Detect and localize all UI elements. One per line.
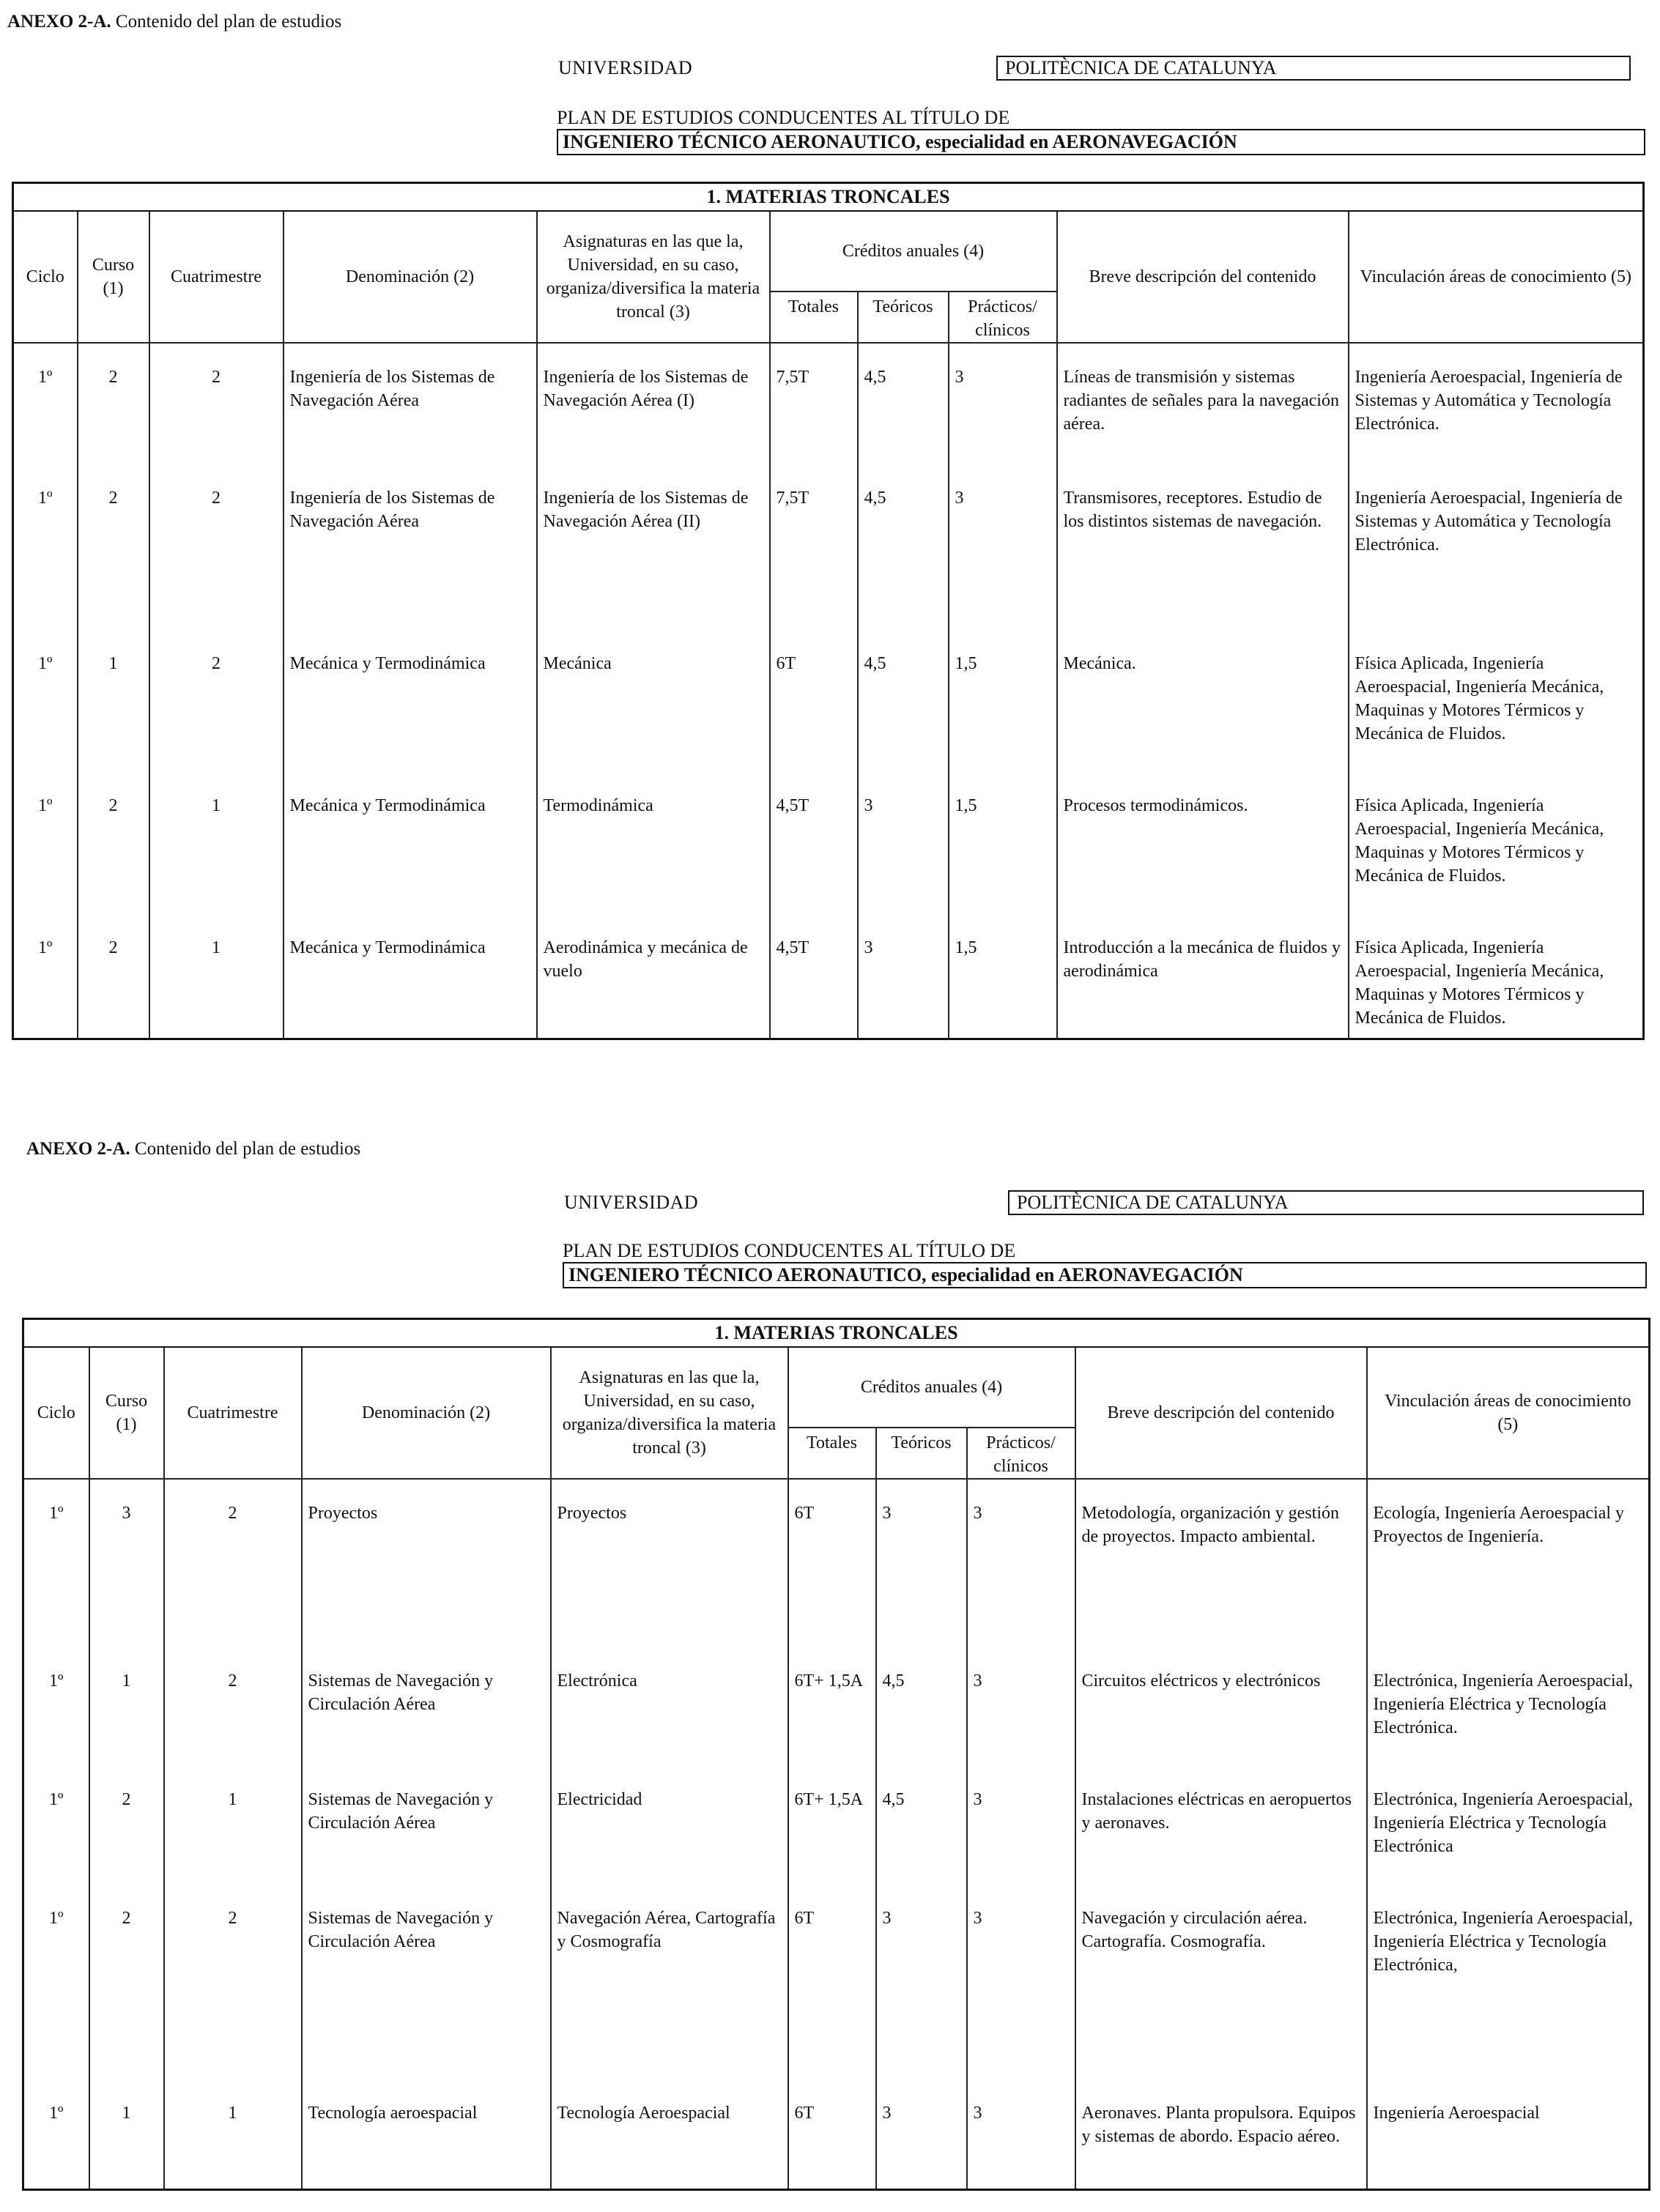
cell-denominacion: Proyectos [302, 1479, 551, 1647]
materias-troncales-table [12, 182, 1645, 1040]
header-asignaturas: Asignaturas en las que la, Universidad, en su caso, organiza/diversifica la materia troncal (3) [551, 1347, 788, 1479]
cell-curso: 2 [78, 343, 149, 464]
cell-cuatrimestre: 1 [149, 772, 284, 914]
header-curso: Curso (1) [89, 1347, 164, 1479]
header-cuatrimestre: Cuatrimestre [149, 211, 284, 343]
university-name-box: POLITÈCNICA DE CATALUNYA [996, 56, 1631, 81]
cell-practicos: 3 [967, 1647, 1075, 1766]
plan-label: PLAN DE ESTUDIOS CONDUCENTES AL TÍTULO DE [557, 107, 1010, 128]
cell-vinculacion: Ingeniería Aeroespacial, Ingeniería de Sistemas y Automática y Tecnología Electrónica. [1349, 343, 1644, 464]
cell-practicos: 3 [949, 343, 1057, 464]
cell-asignatura: Mecánica [537, 630, 770, 772]
cell-curso: 1 [78, 630, 149, 772]
header-descripcion: Breve descripción del contenido [1075, 1347, 1367, 1479]
cell-teoricos: 4,5 [858, 343, 949, 464]
cell-cuatrimestre: 1 [164, 1766, 302, 1885]
cell-descripcion: Metodología, organización y gestión de proyectos. Impacto ambiental. [1075, 1479, 1367, 1647]
cell-asignatura: Electrónica [551, 1647, 788, 1766]
cell-curso: 2 [89, 1885, 164, 2079]
university-name-box: POLITÈCNICA DE CATALUNYA [1008, 1190, 1644, 1215]
cell-practicos: 1,5 [949, 772, 1057, 914]
cell-asignatura: Navegación Aérea, Cartografía y Cosmografía [551, 1885, 788, 2079]
cell-ciclo: 1º [13, 914, 78, 1039]
header-teoricos: Teóricos [858, 292, 949, 343]
cell-denominacion: Mecánica y Termodinámica [284, 914, 537, 1039]
header-descripcion: Breve descripción del contenido [1057, 211, 1349, 343]
cell-denominacion: Ingeniería de los Sistemas de Navegación Aérea [284, 343, 537, 464]
cell-descripcion: Introducción a la mecánica de fluidos y aerodinámica [1057, 914, 1349, 1039]
header-practicos: Prácticos/ clínicos [949, 292, 1057, 343]
cell-practicos: 3 [967, 1885, 1075, 2079]
cell-curso: 1 [89, 1647, 164, 1766]
cell-teoricos: 3 [876, 1885, 967, 2079]
cell-cuatrimestre: 2 [164, 1647, 302, 1766]
cell-ciclo: 1º [13, 343, 78, 464]
cell-descripcion: Líneas de transmisión y sistemas radiantes de señales para la navegación aérea. [1057, 343, 1349, 464]
cell-totales: 7,5T [770, 343, 858, 464]
cell-curso: 2 [78, 914, 149, 1039]
cell-descripcion: Procesos termodinámicos. [1057, 772, 1349, 914]
table-row [23, 1885, 1650, 2079]
cell-asignatura: Termodinámica [537, 772, 770, 914]
header-denominacion: Denominación (2) [284, 211, 537, 343]
cell-vinculacion: Física Aplicada, Ingeniería Aeroespacial, Ingeniería Mecánica, Maquinas y Motores Térmicos y Mecánica de Fluidos. [1349, 914, 1644, 1039]
header-creditos: Créditos anuales (4) [770, 211, 1057, 292]
cell-denominacion: Sistemas de Navegación y Circulación Aérea [302, 1766, 551, 1885]
cell-cuatrimestre: 1 [164, 2079, 302, 2189]
cell-totales: 4,5T [770, 914, 858, 1039]
table-row [13, 914, 1644, 1039]
header-cuatrimestre: Cuatrimestre [164, 1347, 302, 1479]
cell-asignatura: Ingeniería de los Sistemas de Navegación Aérea (I) [537, 343, 770, 464]
cell-cuatrimestre: 1 [149, 914, 284, 1039]
cell-ciclo: 1º [23, 1647, 89, 1766]
cell-totales: 7,5T [770, 464, 858, 630]
cell-practicos: 1,5 [949, 914, 1057, 1039]
header-totales: Totales [770, 292, 858, 343]
cell-vinculacion: Ecología, Ingeniería Aeroespacial y Proyectos de Ingeniería. [1367, 1479, 1650, 1647]
cell-totales: 6T+ 1,5A [788, 1766, 876, 1885]
table-row [23, 1647, 1650, 1766]
cell-asignatura: Electricidad [551, 1766, 788, 1885]
cell-vinculacion: Física Aplicada, Ingeniería Aeroespacial, Ingeniería Mecánica, Maquinas y Motores Térmicos y Mecánica de Fluidos. [1349, 630, 1644, 772]
cell-ciclo: 1º [13, 772, 78, 914]
annex-heading: ANEXO 2-A. Contenido del plan de estudios [7, 12, 342, 31]
table-row [23, 1766, 1650, 1885]
table-title: 1. MATERIAS TRONCALES [13, 183, 1644, 212]
university-label: UNIVERSIDAD [558, 57, 693, 78]
cell-denominacion: Mecánica y Termodinámica [284, 772, 537, 914]
cell-practicos: 3 [967, 2079, 1075, 2189]
table-row [13, 343, 1644, 464]
cell-teoricos: 4,5 [876, 1766, 967, 1885]
cell-cuatrimestre: 2 [149, 343, 284, 464]
cell-denominacion: Sistemas de Navegación y Circulación Aérea [302, 1647, 551, 1766]
cell-vinculacion: Ingeniería Aeroespacial [1367, 2079, 1650, 2189]
table-title: 1. MATERIAS TRONCALES [23, 1319, 1650, 1348]
cell-cuatrimestre: 2 [149, 464, 284, 630]
cell-ciclo: 1º [13, 630, 78, 772]
cell-curso: 2 [78, 464, 149, 630]
cell-vinculacion: Electrónica, Ingeniería Aeroespacial, Ingeniería Eléctrica y Tecnología Electrónica. [1367, 1647, 1650, 1766]
annex-heading: ANEXO 2-A. Contenido del plan de estudios [26, 1139, 361, 1159]
table-row [23, 2079, 1650, 2189]
cell-teoricos: 4,5 [858, 464, 949, 630]
cell-denominacion: Sistemas de Navegación y Circulación Aérea [302, 1885, 551, 2079]
cell-totales: 6T [788, 1885, 876, 2079]
header-practicos: Prácticos/ clínicos [967, 1428, 1075, 1479]
header-vinculacion: Vinculación áreas de conocimiento (5) [1367, 1347, 1650, 1479]
cell-curso: 1 [89, 2079, 164, 2189]
cell-ciclo: 1º [23, 2079, 89, 2189]
cell-descripcion: Mecánica. [1057, 630, 1349, 772]
header-curso: Curso (1) [78, 211, 149, 343]
cell-teoricos: 3 [876, 1479, 967, 1647]
cell-curso: 2 [89, 1766, 164, 1885]
cell-descripcion: Transmisores, receptores. Estudio de los distintos sistemas de navegación. [1057, 464, 1349, 630]
plan-label: PLAN DE ESTUDIOS CONDUCENTES AL TÍTULO DE [563, 1240, 1016, 1261]
header-vinculacion: Vinculación áreas de conocimiento (5) [1349, 211, 1644, 343]
cell-ciclo: 1º [23, 1766, 89, 1885]
cell-cuatrimestre: 2 [164, 1479, 302, 1647]
cell-ciclo: 1º [23, 1885, 89, 2079]
cell-practicos: 1,5 [949, 630, 1057, 772]
cell-practicos: 3 [967, 1479, 1075, 1647]
cell-vinculacion: Ingeniería Aeroespacial, Ingeniería de Sistemas y Automática y Tecnología Electrónica. [1349, 464, 1644, 630]
cell-curso: 2 [78, 772, 149, 914]
cell-cuatrimestre: 2 [164, 1885, 302, 2079]
table-row [13, 464, 1644, 630]
cell-descripcion: Navegación y circulación aérea. Cartografía. Cosmografía. [1075, 1885, 1367, 2079]
cell-denominacion: Tecnología aeroespacial [302, 2079, 551, 2189]
cell-totales: 6T [770, 630, 858, 772]
header-denominacion: Denominación (2) [302, 1347, 551, 1479]
cell-vinculacion: Electrónica, Ingeniería Aeroespacial, Ingeniería Eléctrica y Tecnología Electrónica [1367, 1766, 1650, 1885]
cell-vinculacion: Física Aplicada, Ingeniería Aeroespacial, Ingeniería Mecánica, Maquinas y Motores Térmicos y Mecánica de Fluidos. [1349, 772, 1644, 914]
header-ciclo: Ciclo [23, 1347, 89, 1479]
table-row [13, 630, 1644, 772]
cell-teoricos: 3 [876, 2079, 967, 2189]
degree-title-box: INGENIERO TÉCNICO AERONAUTICO, especialidad en AERONAVEGACIÓN [563, 1262, 1647, 1288]
cell-totales: 6T [788, 1479, 876, 1647]
cell-practicos: 3 [967, 1766, 1075, 1885]
cell-denominacion: Ingeniería de los Sistemas de Navegación Aérea [284, 464, 537, 630]
cell-curso: 3 [89, 1479, 164, 1647]
header-totales: Totales [788, 1428, 876, 1479]
header-teoricos: Teóricos [876, 1428, 967, 1479]
cell-vinculacion: Electrónica, Ingeniería Aeroespacial, Ingeniería Eléctrica y Tecnología Electrónica, [1367, 1885, 1650, 2079]
cell-descripcion: Aeronaves. Planta propulsora. Equipos y sistemas de abordo. Espacio aéreo. [1075, 2079, 1367, 2189]
header-ciclo: Ciclo [13, 211, 78, 343]
cell-denominacion: Mecánica y Termodinámica [284, 630, 537, 772]
cell-teoricos: 4,5 [858, 630, 949, 772]
cell-teoricos: 4,5 [876, 1647, 967, 1766]
cell-practicos: 3 [949, 464, 1057, 630]
cell-teoricos: 3 [858, 914, 949, 1039]
cell-totales: 4,5T [770, 772, 858, 914]
table-row [23, 1479, 1650, 1647]
cell-asignatura: Aerodinámica y mecánica de vuelo [537, 914, 770, 1039]
cell-descripcion: Instalaciones eléctricas en aeropuertos y aeronaves. [1075, 1766, 1367, 1885]
materias-troncales-table [22, 1318, 1650, 2191]
cell-ciclo: 1º [13, 464, 78, 630]
header-creditos: Créditos anuales (4) [788, 1347, 1075, 1428]
cell-totales: 6T [788, 2079, 876, 2189]
cell-cuatrimestre: 2 [149, 630, 284, 772]
cell-totales: 6T+ 1,5A [788, 1647, 876, 1766]
cell-asignatura: Ingeniería de los Sistemas de Navegación Aérea (II) [537, 464, 770, 630]
cell-ciclo: 1º [23, 1479, 89, 1647]
table-row [13, 772, 1644, 914]
cell-teoricos: 3 [858, 772, 949, 914]
university-label: UNIVERSIDAD [564, 1192, 699, 1213]
cell-asignatura: Proyectos [551, 1479, 788, 1647]
cell-descripcion: Circuitos eléctricos y electrónicos [1075, 1647, 1367, 1766]
header-asignaturas: Asignaturas en las que la, Universidad, en su caso, organiza/diversifica la materia troncal (3) [537, 211, 770, 343]
cell-asignatura: Tecnología Aeroespacial [551, 2079, 788, 2189]
degree-title-box: INGENIERO TÉCNICO AERONAUTICO, especialidad en AERONAVEGACIÓN [557, 129, 1645, 155]
